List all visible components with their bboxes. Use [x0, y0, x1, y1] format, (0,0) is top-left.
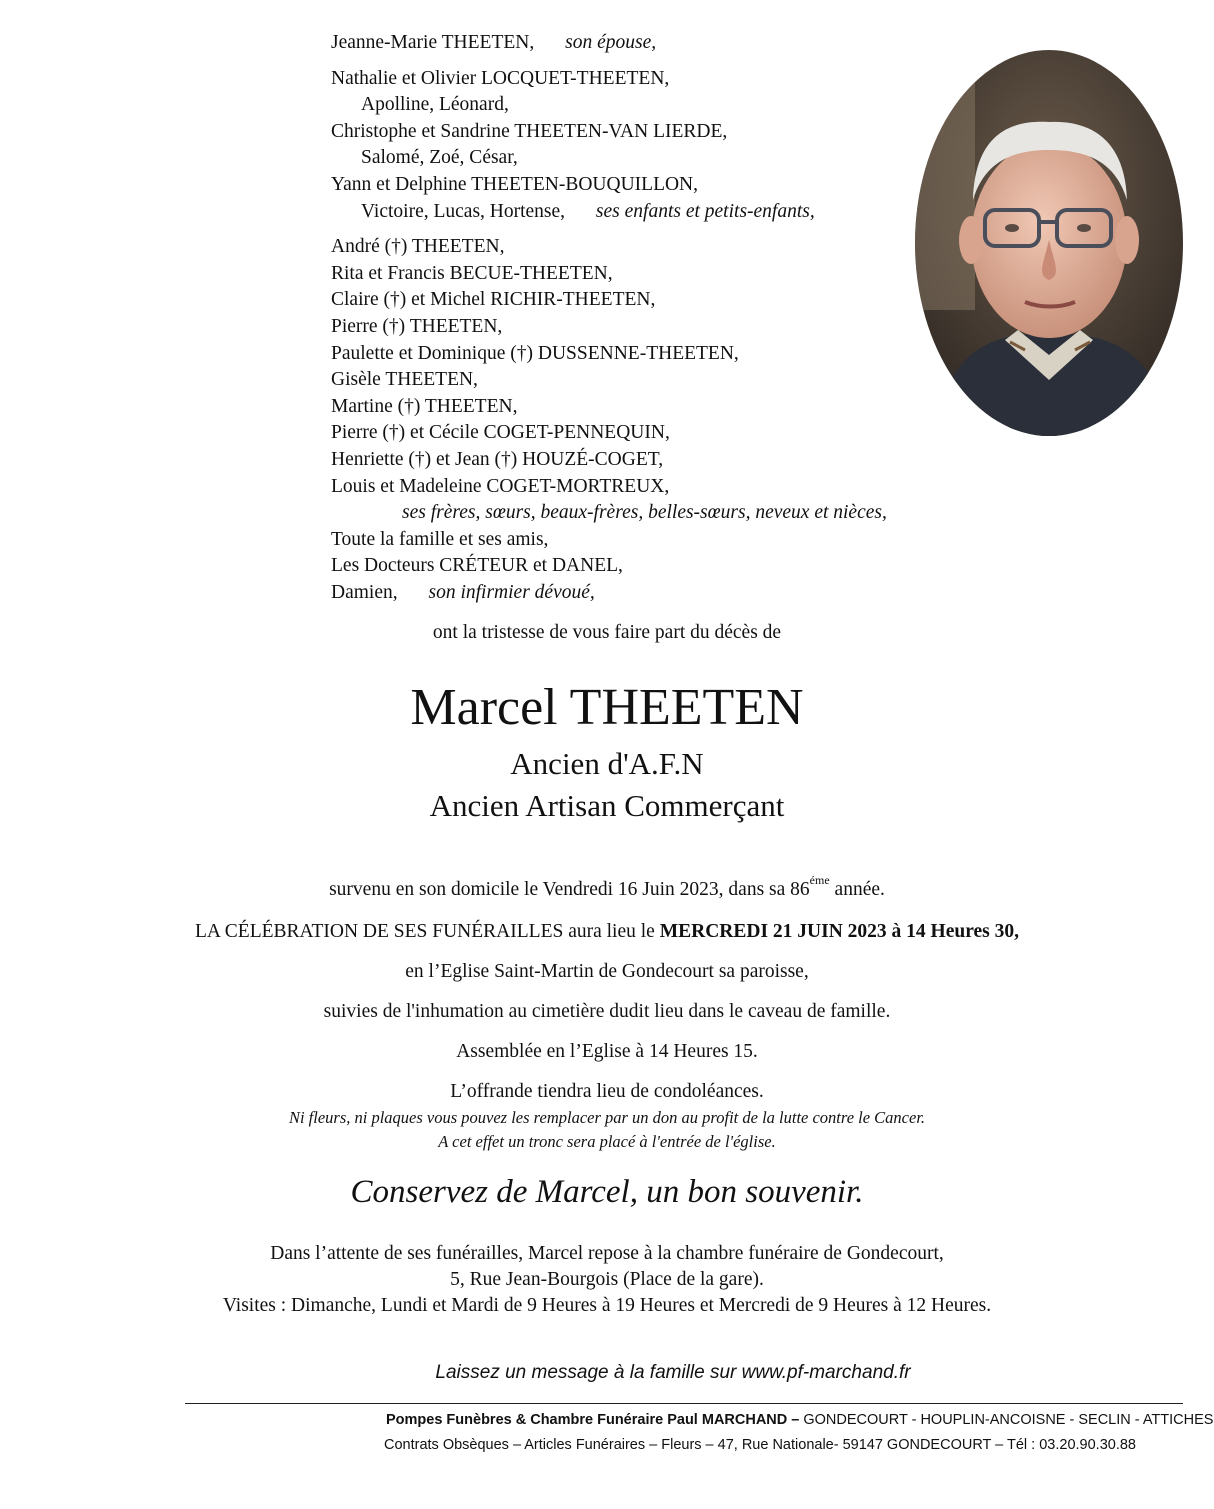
- visits-line-3: Visites : Dimanche, Lundi et Mardi de 9 Heures à 19 Heures et Mercredi de 9 Heures à 12 Heures.: [222, 1295, 992, 1316]
- grandchildren-line: Salomé, Zoé, César,: [361, 147, 518, 169]
- company-name: Pompes Funèbres & Chambre Funéraire Paul MARCHAND –: [386, 1412, 800, 1428]
- deceased-portrait: [915, 50, 1183, 436]
- visits-line-2: 5, Rue Jean-Bourgois (Place de la gare).: [450, 1269, 764, 1290]
- footer-contact: Contrats Obsèques – Articles Funéraires – Fleurs – 47, Rue Nationale- 59147 GONDECOURT – Tél : 03.20.90.30.88: [384, 1437, 1136, 1453]
- burial-line: suivies de l'inhumation au cimetière dudit lieu dans le caveau de famille.: [323, 1001, 891, 1022]
- footer-divider: [185, 1403, 1183, 1404]
- death-notice: [0, 873, 1214, 901]
- offering-line: L’offrande tiendra lieu de condoléances.: [450, 1081, 764, 1102]
- children-line: Yann et Delphine THEETEN-BOUQUILLON,: [331, 173, 699, 195]
- funeral-text: LA CÉLÉBRATION DE SES FUNÉRAILLES aura lieu le: [194, 921, 660, 942]
- children-line: Christophe et Sandrine THEETEN-VAN LIERDE,: [331, 120, 728, 142]
- deceased-title-1: Ancien d'A.F.N: [510, 746, 704, 781]
- grandchildren-line: Apolline, Léonard,: [361, 94, 509, 116]
- nurse-role: son infirmier dévoué,: [428, 581, 595, 603]
- donation-note: Ni fleurs, ni plaques vous pouvez les remplacer par un don au profit de la lutte contre le Cancer.: [288, 1108, 926, 1127]
- portrait-illustration: [915, 50, 1183, 436]
- spouse-role: son épouse,: [565, 32, 657, 53]
- siblings-role: ses frères, sœurs, beaux-frères, belles-sœurs, neveux et nièces,: [402, 502, 887, 524]
- sibling-line: Louis et Madeleine COGET-MORTREUX,: [331, 475, 670, 497]
- sibling-line: Martine (†) THEETEN,: [331, 395, 518, 417]
- announcement: ont la tristesse de vous faire part du décès de: [432, 622, 782, 643]
- church-line: en l’Eglise Saint-Martin de Gondecourt sa paroisse,: [405, 961, 809, 982]
- others-line: Les Docteurs CRÉTEUR et DANEL,: [331, 555, 623, 577]
- website-message: Laissez un message à la famille sur www.pf-marchand.fr: [435, 1362, 911, 1383]
- company-towns: GONDECOURT - HOUPLIN-ANCOISNE - SECLIN - ATTICHES: [799, 1412, 1214, 1428]
- assembly-line: Assemblée en l’Eglise à 14 Heures 15.: [456, 1041, 758, 1062]
- funeral-line: [0, 921, 1214, 943]
- spouse-name: Jeanne-Marie THEETEN,: [331, 32, 535, 53]
- sibling-line: Henriette (†) et Jean (†) HOUZÉ-COGET,: [331, 448, 664, 470]
- ordinal-suffix: éme: [809, 873, 830, 887]
- funeral-date: MERCREDI 21 JUIN 2023 à 14 Heures 30,: [659, 921, 1020, 942]
- deceased-title-2: Ancien Artisan Commerçant: [429, 788, 785, 823]
- spouse-line: [331, 30, 887, 57]
- grandchildren-names: Victoire, Lucas, Hortense,: [361, 200, 566, 222]
- donation-box-note: A cet effet un tronc sera placé à l'entrée de l'église.: [438, 1132, 776, 1151]
- deceased-name: Marcel THEETEN: [410, 679, 804, 736]
- children-role: ses enfants et petits-enfants,: [595, 200, 815, 222]
- others-line: Toute la famille et ses amis,: [331, 528, 549, 550]
- sibling-line: Paulette et Dominique (†) DUSSENNE-THEETEN,: [331, 342, 739, 364]
- sibling-line: Claire (†) et Michel RICHIR-THEETEN,: [331, 289, 656, 311]
- family-list: [331, 30, 887, 606]
- death-text-end: année.: [829, 879, 885, 900]
- souvenir-line: Conservez de Marcel, un bon souvenir.: [350, 1174, 864, 1210]
- sibling-line: Pierre (†) et Cécile COGET-PENNEQUIN,: [331, 422, 670, 444]
- sibling-line: Pierre (†) THEETEN,: [331, 315, 503, 337]
- sibling-line: Rita et Francis BECUE-THEETEN,: [331, 262, 613, 284]
- nurse-line: [331, 580, 887, 607]
- sibling-line: André (†) THEETEN,: [331, 236, 505, 258]
- footer-company: [0, 1412, 1214, 1428]
- death-text: survenu en son domicile le Vendredi 16 Juin 2023, dans sa 86: [329, 879, 810, 900]
- sibling-line: Gisèle THEETEN,: [331, 369, 478, 391]
- grandchildren-line: [331, 199, 887, 226]
- visits-line-1: Dans l’attente de ses funérailles, Marcel repose à la chambre funéraire de Gondecourt,: [270, 1243, 944, 1264]
- children-line: Nathalie et Olivier LOCQUET-THEETEN,: [331, 67, 670, 89]
- nurse-name: Damien,: [331, 581, 398, 603]
